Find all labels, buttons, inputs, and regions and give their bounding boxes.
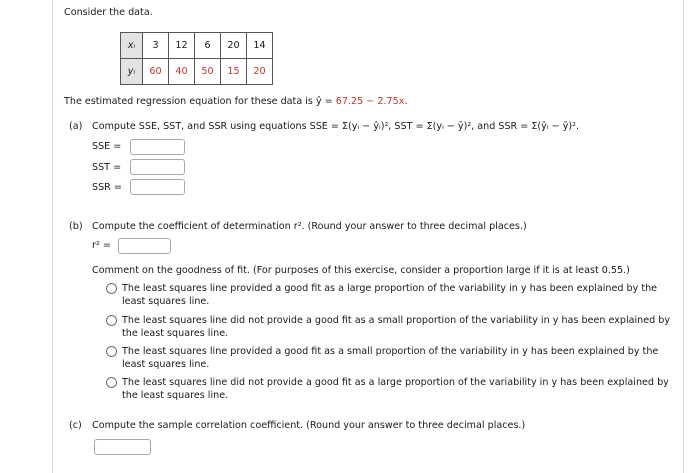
x-row	[121, 33, 273, 59]
y-row	[121, 59, 273, 85]
y-value: 20	[247, 59, 273, 85]
part-b-label: (b)	[69, 221, 83, 232]
y-value: 40	[169, 59, 195, 85]
sse-label: SSE =	[92, 141, 122, 152]
intro-text: Consider the data.	[64, 7, 153, 18]
y-value: 60	[143, 59, 169, 85]
sse-input[interactable]	[130, 139, 185, 155]
x-header: xᵢ	[121, 33, 143, 59]
ssr-label: SSR =	[92, 182, 122, 193]
x-value: 6	[195, 33, 221, 59]
option-2-text: The least squares line did not provide a good fit as a small proportion of the variability in y has been explained by the least squares line.	[122, 315, 671, 339]
radio-option-1[interactable]	[106, 283, 117, 294]
part-a-prompt: Compute SSE, SST, and SSR using equations SSE = Σ(yᵢ − ŷᵢ)², SST = Σ(yᵢ − ȳ)², and SSR = Σ(ŷᵢ − ȳ)².	[92, 121, 580, 132]
r2-label: r² =	[92, 240, 111, 251]
comment-prompt: Comment on the goodness of fit. (For purposes of this exercise, consider a proportion large if it is at least 0.55.)	[92, 265, 630, 276]
sst-label: SST =	[92, 162, 122, 173]
r2-input[interactable]	[118, 238, 171, 254]
x-value: 14	[247, 33, 273, 59]
part-b-prompt: Compute the coefficient of determination r². (Round your answer to three decimal places.)	[92, 221, 527, 232]
radio-option-2[interactable]	[106, 315, 117, 326]
x-value: 3	[143, 33, 169, 59]
sst-input[interactable]	[130, 159, 185, 175]
part-a-label: (a)	[69, 121, 83, 132]
part-c-label: (c)	[69, 420, 82, 431]
y-value: 50	[195, 59, 221, 85]
regression-suffix: .	[404, 96, 408, 107]
option-3-text: The least squares line provided a good fit as a small proportion of the variability in y has been explained by the least squares line.	[122, 346, 659, 370]
option-1-text: The least squares line provided a good fit as a large proportion of the variability in y has been explained by the least squares line.	[122, 283, 658, 307]
ssr-input[interactable]	[130, 179, 185, 195]
y-value: 15	[221, 59, 247, 85]
x-value: 12	[169, 33, 195, 59]
x-value: 20	[221, 33, 247, 59]
radio-option-4[interactable]	[106, 377, 117, 388]
correlation-input[interactable]	[94, 439, 151, 455]
y-header: yᵢ	[121, 59, 143, 85]
option-4-text: The least squares line did not provide a good fit as a large proportion of the variability in y has been explained by the least squares line.	[122, 377, 669, 401]
regression-equation: 67.25 − 2.75x	[335, 96, 405, 107]
regression-prefix: The estimated regression equation for these data is ŷ =	[64, 96, 336, 107]
data-table	[120, 32, 273, 85]
radio-option-3[interactable]	[106, 346, 117, 357]
regression-statement	[64, 96, 408, 107]
part-c-prompt: Compute the sample correlation coefficient. (Round your answer to three decimal places.)	[92, 420, 526, 431]
